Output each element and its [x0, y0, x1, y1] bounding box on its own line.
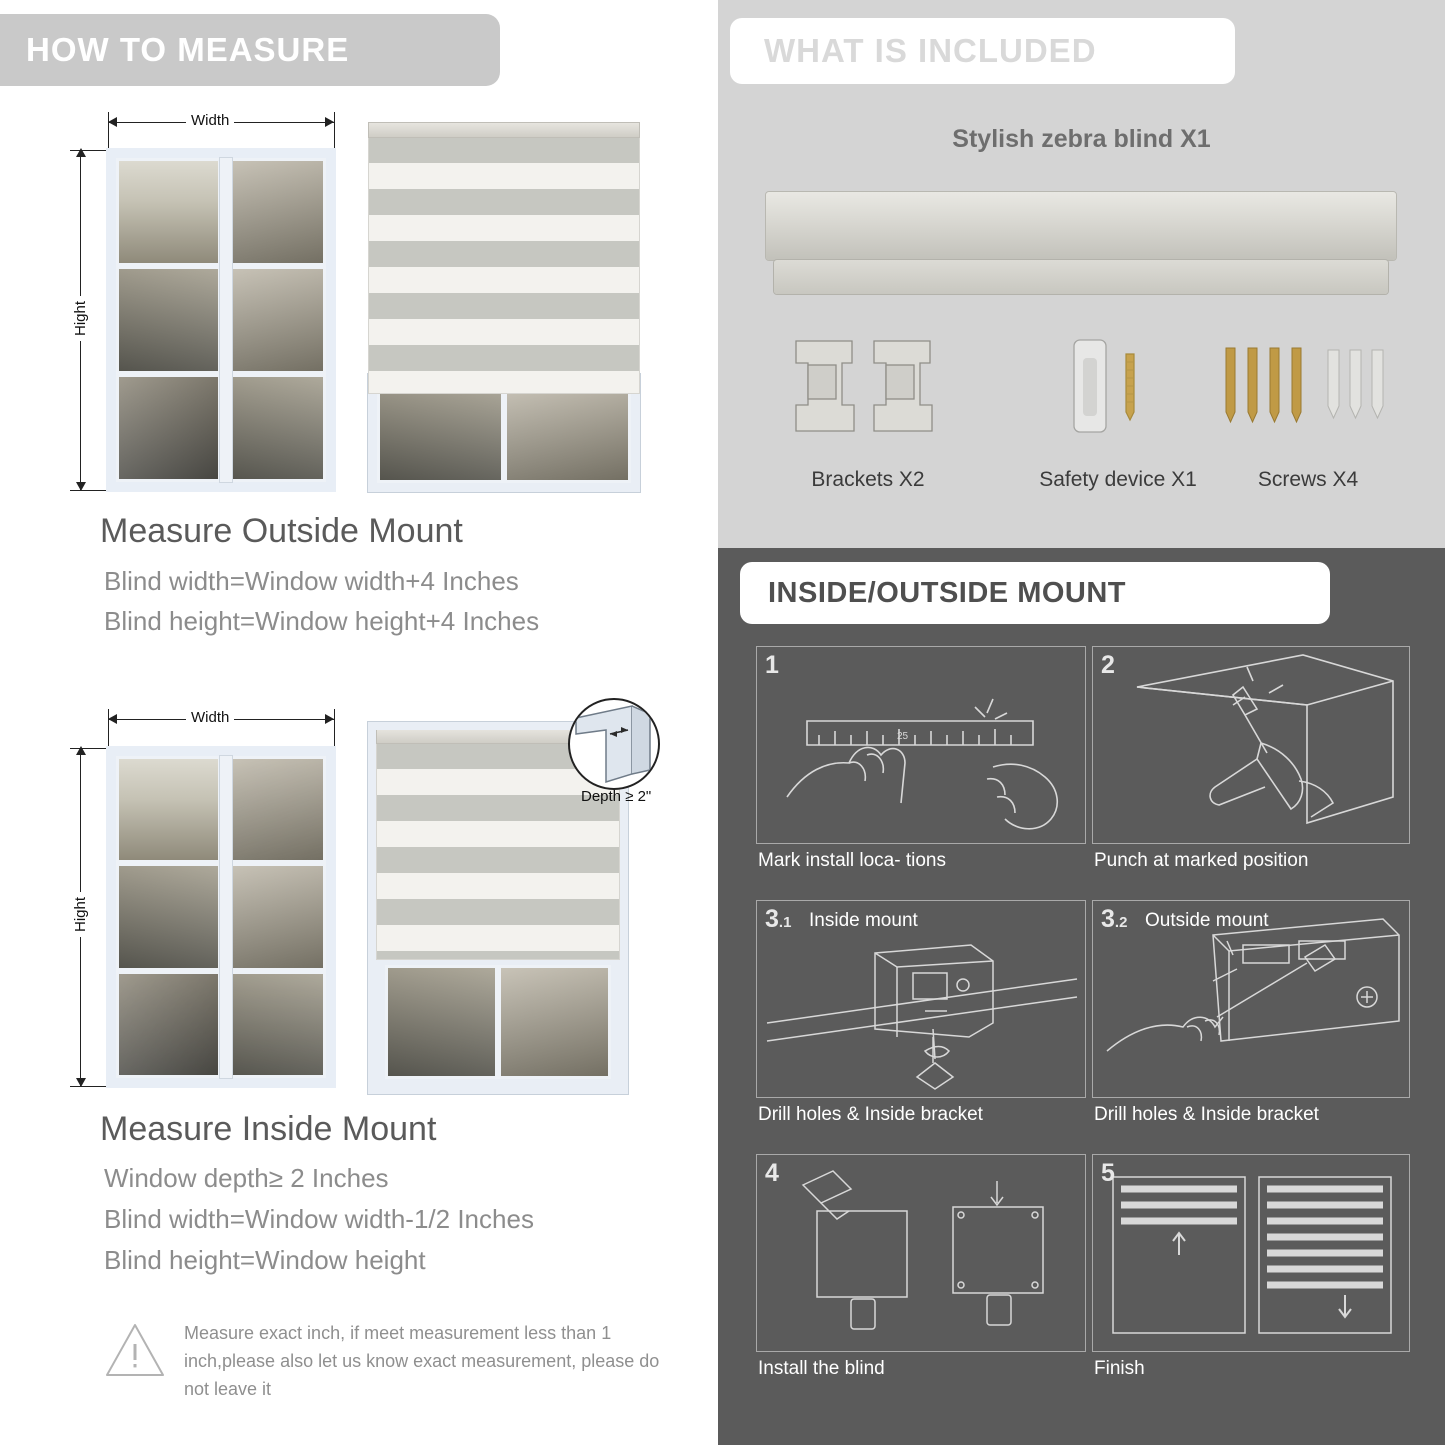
zebra-blind-headrail: [766, 192, 1396, 260]
window-pane: [498, 965, 611, 1079]
step-card-3-2: [1092, 900, 1410, 1098]
svg-text:25: 25: [897, 731, 909, 742]
step-caption-1: Mark install loca- tions: [758, 850, 946, 871]
inside-outside-mount-title: INSIDE/OUTSIDE MOUNT: [740, 562, 1330, 624]
step-card-4: [756, 1154, 1086, 1352]
step-caption-3-1: Drill holes & Inside bracket: [758, 1104, 983, 1125]
step-card-5: [1092, 1154, 1410, 1352]
window-pane: [385, 965, 498, 1079]
window-mullion: [220, 158, 232, 482]
inside-mount-line-2: Blind width=Window width-1/2 Inches: [104, 1204, 534, 1234]
depth-callout-circle: [568, 698, 660, 790]
finished-blind-icon: [1093, 1155, 1411, 1353]
window-pane: [116, 863, 221, 970]
blind-clip-icon: [757, 1155, 1087, 1353]
window-pane: [221, 756, 326, 863]
step-card-2: [1092, 646, 1410, 844]
window-pane: [116, 374, 221, 482]
step-inline-label-3-2: Outside mount: [1145, 910, 1269, 931]
window-pane: [377, 383, 504, 483]
inside-height-label: Hight: [72, 892, 89, 937]
inside-width-label: Width: [186, 709, 234, 726]
inside-outside-mount-panel: [718, 548, 1445, 1445]
inside-width-arrow-left: [108, 714, 117, 724]
inside-width-tick-left: [108, 709, 109, 751]
step-number-1: 1: [765, 651, 779, 679]
measure-tape-icon: [757, 647, 1087, 845]
measurement-note: [104, 1320, 664, 1404]
depth-label: Depth ≥ 2": [581, 788, 652, 805]
warning-triangle-icon: [104, 1320, 166, 1404]
window-pane: [221, 863, 326, 970]
window-illustration-inside: [106, 746, 336, 1088]
bracket-icon: [788, 335, 948, 445]
step-number-3-1: 3.1: [765, 905, 792, 933]
inside-width-arrow-right: [325, 714, 334, 724]
blind-headrail: [368, 122, 640, 138]
step-number-4: 4: [765, 1159, 779, 1187]
what-is-included-panel: [718, 0, 1445, 548]
window-pane: [221, 971, 326, 1078]
safety-device-label: Safety device X1: [1039, 468, 1197, 491]
step-caption-3-2: Drill holes & Inside bracket: [1094, 1104, 1319, 1125]
step-card-1: [756, 646, 1086, 844]
step-number-3-2: 3.2: [1101, 905, 1128, 933]
screw-icon: [1218, 340, 1398, 440]
step-number-5: 5: [1101, 1159, 1115, 1187]
bracket-label: Brackets X2: [811, 468, 925, 491]
window-pane: [116, 971, 221, 1078]
outside-mount-line-1: Blind width=Window width+4 Inches: [104, 566, 519, 596]
drill-icon: [1093, 647, 1411, 845]
outside-height-label: Hight: [72, 296, 89, 341]
step-caption-2: Punch at marked position: [1094, 850, 1309, 871]
how-to-measure-title: HOW TO MEASURE: [0, 14, 500, 86]
measurement-note-text: Measure exact inch, if meet measurement less than 1 inch,please also let us know exact measurement, please do not leave it: [184, 1323, 660, 1399]
inside-mount-heading: Measure Inside Mount: [100, 1110, 437, 1148]
outside-width-arrow-left: [108, 117, 117, 127]
blind-illustration-inside: [376, 728, 620, 1088]
step-caption-4: Install the blind: [758, 1358, 885, 1379]
window-pane: [116, 756, 221, 863]
step-number-2: 2: [1101, 651, 1115, 679]
step-caption-5: Finish: [1094, 1358, 1145, 1379]
inside-mount-line-3: Blind height=Window height: [104, 1245, 426, 1275]
inside-width-tick-right: [334, 709, 335, 751]
window-mullion: [220, 756, 232, 1078]
blind-window-below: [376, 956, 620, 1088]
inside-mount-line-1: Window depth≥ 2 Inches: [104, 1163, 389, 1193]
included-main-item-label: Stylish zebra blind X1: [952, 125, 1211, 153]
outside-width-arrow-right: [325, 117, 334, 127]
window-illustration-outside: [106, 148, 336, 492]
window-pane: [116, 158, 221, 266]
window-pane: [221, 266, 326, 374]
window-pane: [504, 383, 631, 483]
outside-mount-line-2: Blind height=Window height+4 Inches: [104, 606, 540, 636]
outside-mount-heading: Measure Outside Mount: [100, 512, 463, 550]
window-pane: [116, 266, 221, 374]
window-pane: [221, 374, 326, 482]
zebra-blind-bottom-bar: [774, 260, 1388, 294]
what-is-included-title: WHAT IS INCLUDED: [730, 18, 1235, 84]
bracket-install-icon: [757, 901, 1087, 1099]
step-inline-label-3-1: Inside mount: [809, 910, 918, 931]
how-to-measure-panel: [0, 0, 712, 1445]
safety-device-icon: [1062, 332, 1192, 442]
screw-label: Screws X4: [1257, 468, 1359, 491]
blind-illustration-outside: [368, 122, 640, 492]
outside-width-label: Width: [186, 112, 234, 129]
window-pane: [221, 158, 326, 266]
blind-fabric: [368, 136, 640, 394]
step-card-3-1: [756, 900, 1086, 1098]
